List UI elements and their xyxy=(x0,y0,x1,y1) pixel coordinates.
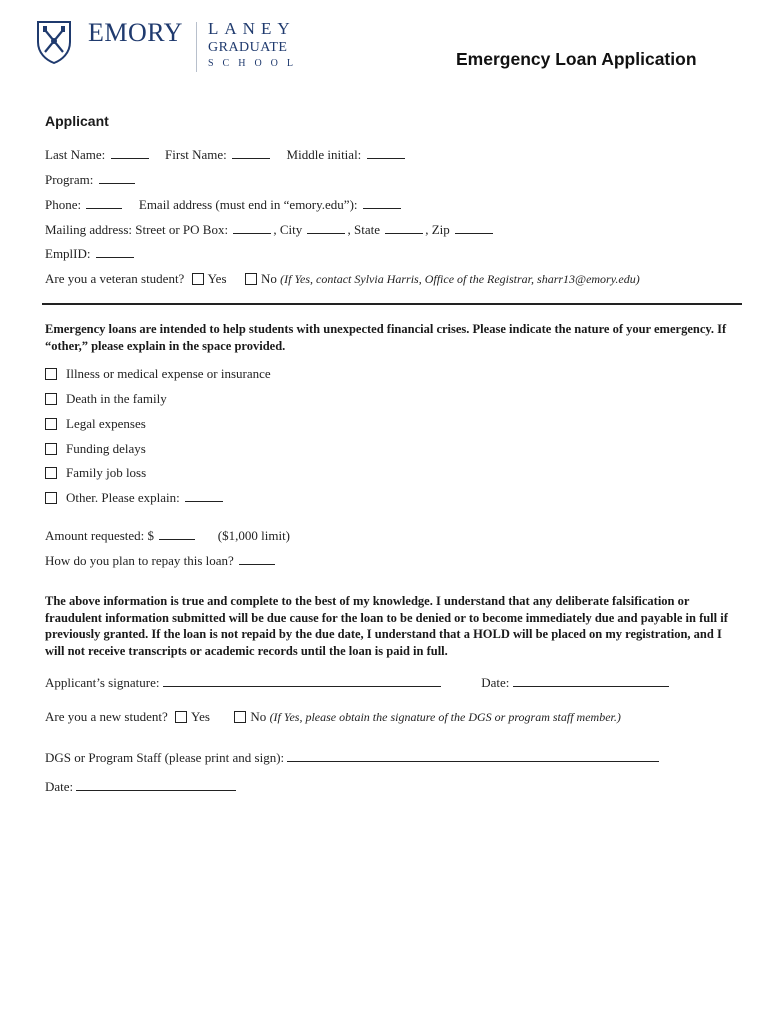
new-student-note: (If Yes, please obtain the signature of the DGS or program staff member.) xyxy=(269,710,621,724)
option-label: Legal expenses xyxy=(66,416,146,431)
new-student-no-checkbox[interactable] xyxy=(234,711,246,723)
emplid-label: EmplID: xyxy=(45,246,91,261)
mailing-label: Mailing address: Street or PO Box: xyxy=(45,222,229,237)
section-divider xyxy=(42,303,742,305)
other-explain-field[interactable] xyxy=(185,490,223,502)
staff-signature-field[interactable] xyxy=(287,750,659,762)
program-label: Program: xyxy=(45,172,94,187)
emplid-field[interactable] xyxy=(96,246,134,258)
middle-initial-label: Middle initial: xyxy=(286,147,362,162)
veteran-yes-checkbox[interactable] xyxy=(192,273,204,285)
city-field[interactable] xyxy=(307,222,345,234)
new-student-no-label: No xyxy=(250,709,267,724)
applicant-heading: Applicant xyxy=(45,113,109,129)
signature-row xyxy=(45,675,669,691)
email-label: Email address (must end in “emory.edu”): xyxy=(138,197,358,212)
amount-field[interactable] xyxy=(159,528,195,540)
emory-laney-logo xyxy=(36,18,316,74)
option-label: Other. Please explain: xyxy=(66,490,180,505)
amount-label: Amount requested: $ xyxy=(45,528,155,543)
logo-emory-text: EMORY xyxy=(88,18,183,47)
new-student-yes-label: Yes xyxy=(191,709,210,724)
amount-limit: ($1,000 limit) xyxy=(217,528,291,543)
staff-row xyxy=(45,750,659,766)
staff-label: DGS or Program Staff (please print and sign): xyxy=(45,750,285,765)
job-loss-checkbox[interactable] xyxy=(45,467,57,479)
option-death[interactable] xyxy=(45,391,167,407)
amount-row xyxy=(45,528,290,544)
state-label: , State xyxy=(347,222,380,237)
logo-divider xyxy=(196,22,197,72)
zip-field[interactable] xyxy=(455,222,493,234)
new-student-yes-checkbox[interactable] xyxy=(175,711,187,723)
signature-label: Applicant’s signature: xyxy=(45,675,160,690)
staff-date-label: Date: xyxy=(45,779,74,794)
veteran-no-checkbox[interactable] xyxy=(245,273,257,285)
signature-date-field[interactable] xyxy=(513,675,669,687)
program-row xyxy=(45,172,137,188)
new-student-row xyxy=(45,709,621,725)
state-field[interactable] xyxy=(385,222,423,234)
certification-text: The above information is true and complete to the best of my knowledge. I understand that any deliberate falsification or fraudulent information submitted will be due cause for the loan to be denied or to become immediately due and payable in full if previously granted. If the loan is not repaid by the due date, I understand that a HOLD will be placed on my registration, and I will not receive transcripts or academic records until the loan is paid in full. xyxy=(45,594,728,658)
emergency-intro: Emergency loans are intended to help students with unexpected financial crises. Please indicate the nature of your emergency. If “other,” please explain in the space provided. xyxy=(45,322,727,353)
first-name-field[interactable] xyxy=(232,147,270,159)
street-field[interactable] xyxy=(233,222,271,234)
option-label: Illness or medical expense or insurance xyxy=(66,366,271,381)
veteran-yes-label: Yes xyxy=(207,271,227,286)
name-row xyxy=(45,147,407,163)
logo-laney-text: LANEY xyxy=(208,19,296,38)
illness-checkbox[interactable] xyxy=(45,368,57,380)
last-name-field[interactable] xyxy=(111,147,149,159)
staff-date-field[interactable] xyxy=(76,779,236,791)
veteran-no-label: No xyxy=(261,271,277,286)
phone-field[interactable] xyxy=(86,197,122,209)
program-field[interactable] xyxy=(99,172,135,184)
logo-school-text: SCHOOL xyxy=(208,58,303,69)
new-student-question: Are you a new student? xyxy=(45,709,168,724)
option-legal[interactable] xyxy=(45,416,146,432)
mailing-row xyxy=(45,222,495,238)
signature-date-label: Date: xyxy=(481,675,510,690)
option-illness[interactable] xyxy=(45,366,271,382)
option-label: Death in the family xyxy=(66,391,167,406)
page-title: Emergency Loan Application xyxy=(456,49,697,69)
last-name-label: Last Name: xyxy=(45,147,106,162)
veteran-row xyxy=(45,271,640,287)
emory-shield-icon xyxy=(36,20,72,64)
contact-row xyxy=(45,197,403,213)
veteran-question: Are you a veteran student? xyxy=(45,271,185,286)
phone-label: Phone: xyxy=(45,197,82,212)
repay-label: How do you plan to repay this loan? xyxy=(45,553,234,568)
middle-initial-field[interactable] xyxy=(367,147,405,159)
repay-field[interactable] xyxy=(239,553,275,565)
emplid-row xyxy=(45,246,136,262)
staff-date-row xyxy=(45,779,236,795)
first-name-label: First Name: xyxy=(165,147,227,162)
death-checkbox[interactable] xyxy=(45,393,57,405)
option-label: Funding delays xyxy=(66,441,146,456)
city-label: , City xyxy=(273,222,303,237)
repay-row xyxy=(45,553,277,569)
email-field[interactable] xyxy=(363,197,401,209)
other-checkbox[interactable] xyxy=(45,492,57,504)
signature-field[interactable] xyxy=(163,675,441,687)
option-other[interactable] xyxy=(45,490,225,506)
option-job-loss[interactable] xyxy=(45,465,146,481)
option-funding[interactable] xyxy=(45,441,146,457)
option-label: Family job loss xyxy=(66,465,147,480)
funding-checkbox[interactable] xyxy=(45,443,57,455)
zip-label: , Zip xyxy=(425,222,450,237)
logo-graduate-text: GRADUATE xyxy=(208,40,288,55)
legal-checkbox[interactable] xyxy=(45,418,57,430)
veteran-note: (If Yes, contact Sylvia Harris, Office of the Registrar, sharr13@emory.edu) xyxy=(280,272,640,286)
